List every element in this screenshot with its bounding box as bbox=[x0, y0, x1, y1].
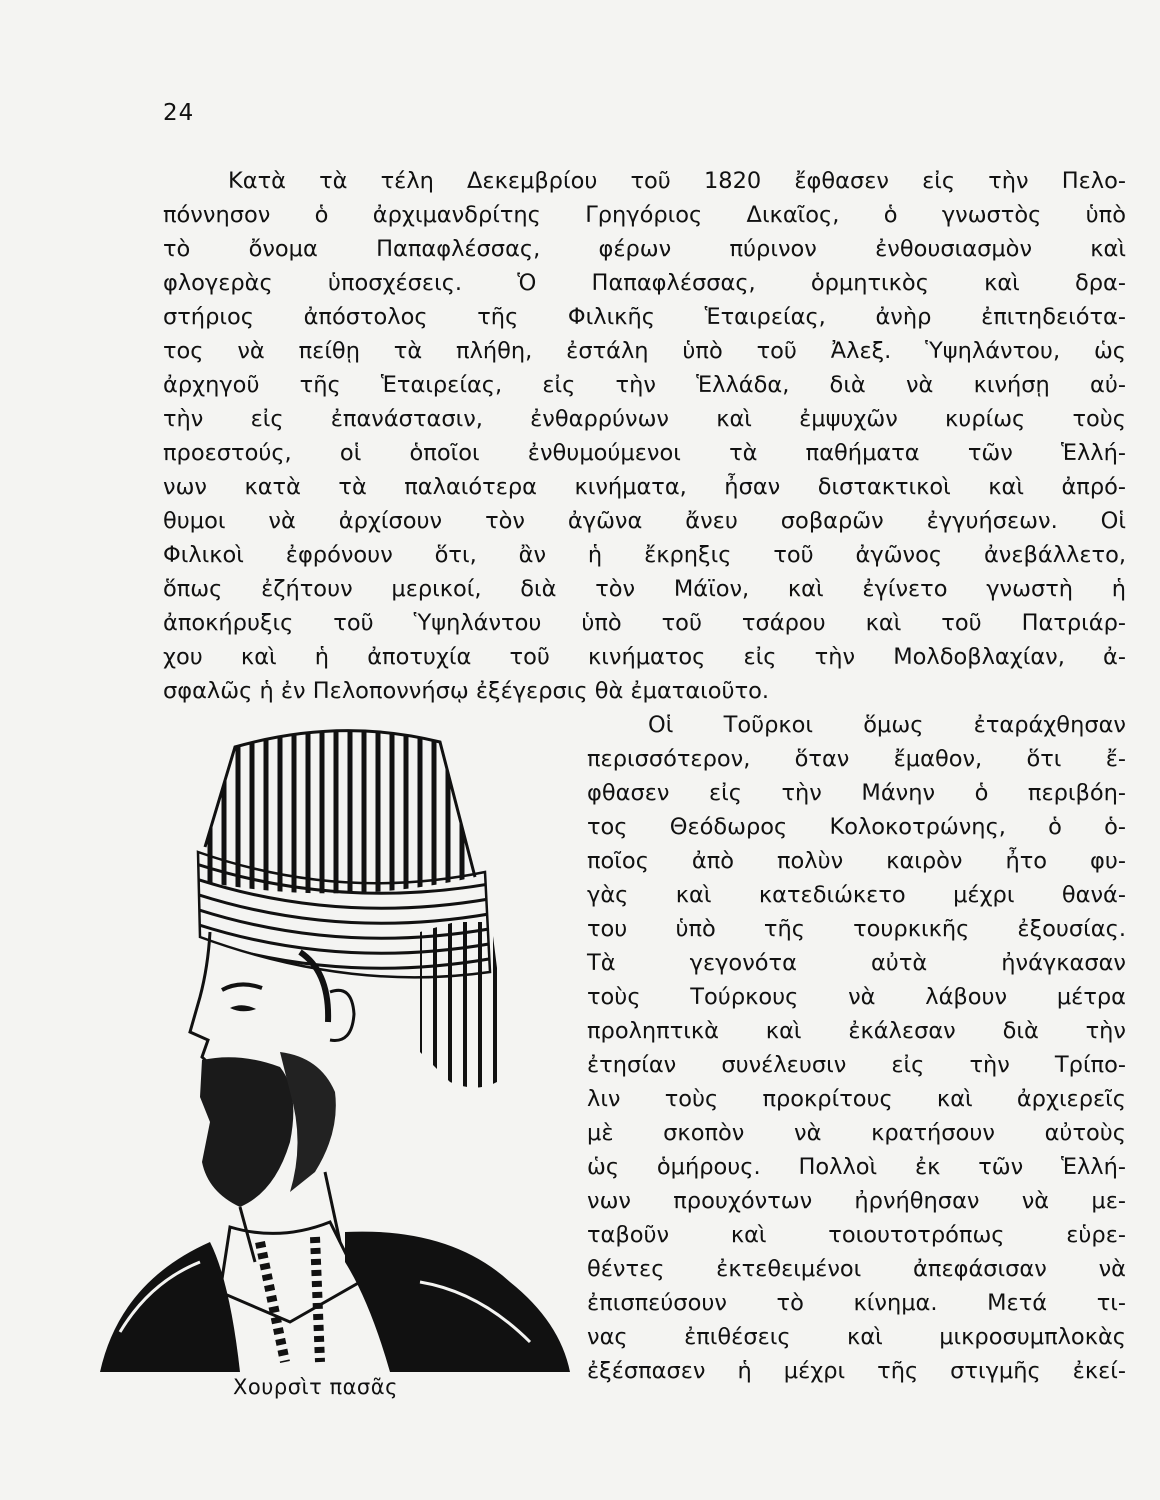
text-line: τος Θεόδωρος Κολοκοτρώνης, ὁ ὁ- bbox=[587, 814, 1126, 840]
text-line: περισσότερον, ὅταν ἔμαθον, ὅτι ἔ- bbox=[587, 746, 1126, 772]
text-line: ἐπισπεύσουν τὸ κίνημα. Μετά τι- bbox=[587, 1290, 1126, 1316]
text-line: του ὑπὸ τῆς τουρκικῆς ἐξουσίας. bbox=[587, 916, 1126, 942]
text-line: θυμοι νὰ ἀρχίσουν τὸν ἀγῶνα ἄνευ σοβαρῶν ἐγγυήσεων. Οἱ bbox=[163, 508, 1126, 534]
text-line: Οἱ Τοῦρκοι ὅμως ἐταράχθησαν bbox=[648, 712, 1126, 738]
text-line: χου καὶ ἡ ἀποτυχία τοῦ κινήματος εἰς τὴν Μολδοβλαχίαν, ἀ- bbox=[163, 644, 1126, 670]
text-line: γὰς καὶ κατεδιώκετο μέχρι θανά- bbox=[587, 882, 1126, 908]
text-line: ἐξέσπασεν ἡ μέχρι τῆς στιγμῆς ἐκεί- bbox=[587, 1358, 1126, 1384]
text-line: νας ἐπιθέσεις καὶ μικροσυμπλοκὰς bbox=[587, 1324, 1126, 1350]
text-line: θέντες ἐκτεθειμένοι ἀπεφάσισαν νὰ bbox=[587, 1256, 1126, 1282]
text-line: φλογερὰς ὑποσχέσεις. Ὁ Παπαφλέσσας, ὁρμητικὸς καὶ δρα- bbox=[163, 270, 1126, 296]
text-line: πόννησον ὁ ἀρχιμανδρίτης Γρηγόριος Δικαῖος, ὁ γνωστὸς ὑπὸ bbox=[163, 202, 1126, 228]
text-line: σφαλῶς ἡ ἐν Πελοποννήσῳ ἐξέγερσις θὰ ἐματαιοῦτο. bbox=[163, 678, 770, 704]
text-line: λιν τοὺς προκρίτους καὶ ἀρχιερεῖς bbox=[587, 1086, 1126, 1112]
text-line: τοὺς Τούρκους νὰ λάβουν μέτρα bbox=[587, 984, 1126, 1010]
text-line: ποῖος ἀπὸ πολὺν καιρὸν ἦτο φυ- bbox=[587, 848, 1126, 874]
text-line: στήριος ἀπόστολος τῆς Φιλικῆς Ἑταιρείας, ἀνὴρ ἐπιτηδειότα- bbox=[163, 304, 1126, 330]
page-number: 24 bbox=[163, 100, 195, 126]
figure-caption: Χουρσὶτ πασᾶς bbox=[233, 1375, 398, 1399]
text-line: προληπτικὰ καὶ ἐκάλεσαν διὰ τὴν bbox=[587, 1018, 1126, 1044]
text-line: ἀρχηγοῦ τῆς Ἑταιρείας, εἰς τὴν Ἑλλάδα, διὰ νὰ κινήσῃ αὐ- bbox=[163, 372, 1126, 398]
text-line: τος νὰ πείθῃ τὰ πλήθη, ἐστάλη ὑπὸ τοῦ Ἀλεξ. Ὑψηλάντου, ὡς bbox=[163, 338, 1126, 364]
text-line: μὲ σκοπὸν νὰ κρατήσουν αὐτοὺς bbox=[587, 1120, 1126, 1146]
text-line: Φιλικοὶ ἐφρόνουν ὅτι, ἂν ἡ ἔκρηξις τοῦ ἀγῶνος ἀνεβάλλετο, bbox=[163, 542, 1126, 568]
text-line: Τὰ γεγονότα αὐτὰ ἠνάγκασαν bbox=[587, 950, 1126, 976]
text-line: ὅπως ἐζήτουν μερικοί, διὰ τὸν Μάϊον, καὶ ἐγίνετο γνωστὴ ἡ bbox=[163, 576, 1126, 602]
text-line: ἀποκήρυξις τοῦ Ὑψηλάντου ὑπὸ τοῦ τσάρου καὶ τοῦ Πατριάρ- bbox=[163, 610, 1126, 636]
portrait-illustration bbox=[90, 722, 580, 1372]
text-line: τὸ ὄνομα Παπαφλέσσας, φέρων πύρινον ἐνθουσιασμὸν καὶ bbox=[163, 236, 1126, 262]
text-line: τὴν εἰς ἐπανάστασιν, ἐνθαρρύνων καὶ ἐμψυχῶν κυρίως τοὺς bbox=[163, 406, 1126, 432]
text-line: ἐτησίαν συνέλευσιν εἰς τὴν Τρίπο- bbox=[587, 1052, 1126, 1078]
text-line: φθασεν εἰς τὴν Μάνην ὁ περιβόη- bbox=[587, 780, 1126, 806]
text-line: προεστούς, οἱ ὁποῖοι ἐνθυμούμενοι τὰ παθήματα τῶν Ἑλλή- bbox=[163, 440, 1126, 466]
text-line: νων προυχόντων ἠρνήθησαν νὰ με- bbox=[587, 1188, 1126, 1214]
text-line: ὡς ὁμήρους. Πολλοὶ ἐκ τῶν Ἑλλή- bbox=[587, 1154, 1126, 1180]
text-line: Κατὰ τὰ τέλη Δεκεμβρίου τοῦ 1820 ἔφθασεν εἰς τὴν Πελο- bbox=[228, 168, 1126, 194]
text-line: ταβοῦν καὶ τοιουτοτρόπως εὑρε- bbox=[587, 1222, 1126, 1248]
text-line: νων κατὰ τὰ παλαιότερα κινήματα, ἦσαν διστακτικοὶ καὶ ἀπρό- bbox=[163, 474, 1126, 500]
